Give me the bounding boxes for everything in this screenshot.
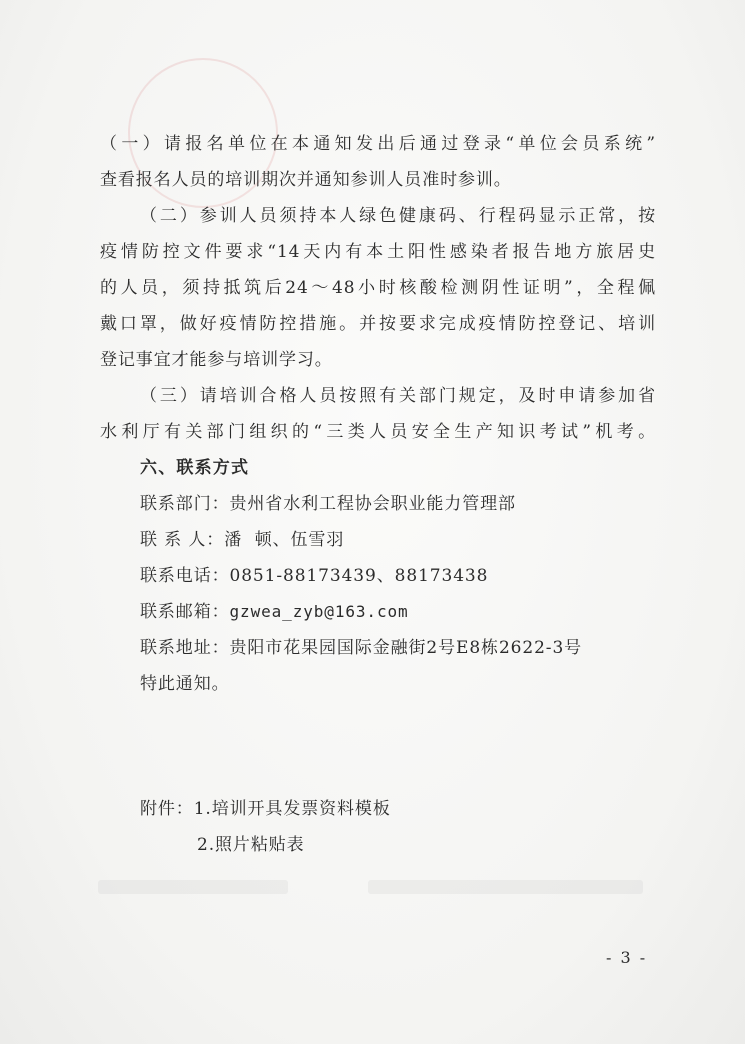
- contact-address-value: 贵阳市花果园国际金融街2号E8栋2622-3号: [229, 638, 583, 658]
- paragraph-1-line-1: （一）请报名单位在本通知发出后通过登录“单位会员系统”: [100, 134, 656, 154]
- attachments-label: 附件：: [140, 799, 194, 819]
- paragraph-2-line-2: 疫情防控文件要求“14天内有本土阳性感染者报告地方旅居史: [100, 242, 656, 262]
- contact-person-label: 联 系 人：: [140, 530, 225, 550]
- attachment-item-2: 2.照片粘贴表: [197, 835, 305, 855]
- attachment-item-1: 1.培训开具发票资料模板: [193, 799, 391, 819]
- paragraph-2-line-3: 的人员，须持抵筑后24～48小时核酸检测阴性证明”，全程佩: [100, 278, 656, 298]
- paragraph-3-line-2: 水利厅有关部门组织的“三类人员安全生产知识考试”机考。: [100, 422, 656, 442]
- contact-department-value: 贵州省水利工程协会职业能力管理部: [229, 494, 516, 514]
- contact-department-label: 联系部门：: [140, 494, 230, 514]
- contact-phone-row: [140, 565, 488, 587]
- contact-heading: 六、联系方式: [140, 458, 250, 478]
- contact-address-label: 联系地址：: [140, 638, 230, 658]
- closing-text: 特此通知。: [140, 674, 230, 694]
- paragraph-2-line-4: 戴口罩，做好疫情防控措施。并按要求完成疫情防控登记、培训: [100, 314, 656, 334]
- contact-email-label: 联系邮箱：: [140, 602, 230, 622]
- paragraph-3-line-1: （三）请培训合格人员按照有关部门规定，及时申请参加省: [140, 386, 656, 406]
- attachments-row-1: [140, 798, 391, 820]
- contact-phone-value: 0851-88173439、88173438: [229, 566, 489, 586]
- bleed-through-line-right: [368, 880, 643, 894]
- contact-person-value: 潘 顿、伍雪羽: [224, 530, 345, 550]
- contact-department-row: [140, 493, 516, 515]
- contact-person-row: [140, 529, 344, 551]
- contact-email-row: [140, 601, 409, 623]
- contact-phone-label: 联系电话：: [140, 566, 230, 586]
- contact-email-value: gzwea_zyb@163.com: [229, 602, 409, 621]
- page-number: - 3 -: [606, 948, 648, 967]
- contact-address-row: [140, 637, 582, 659]
- bleed-through-line-left: [98, 880, 288, 894]
- paragraph-2-line-1: （二）参训人员须持本人绿色健康码、行程码显示正常，按: [140, 206, 656, 226]
- paragraph-1-line-2: 查看报名人员的培训期次并通知参训人员准时参训。: [100, 170, 512, 190]
- paragraph-2-line-5: 登记事宜才能参与培训学习。: [100, 350, 333, 370]
